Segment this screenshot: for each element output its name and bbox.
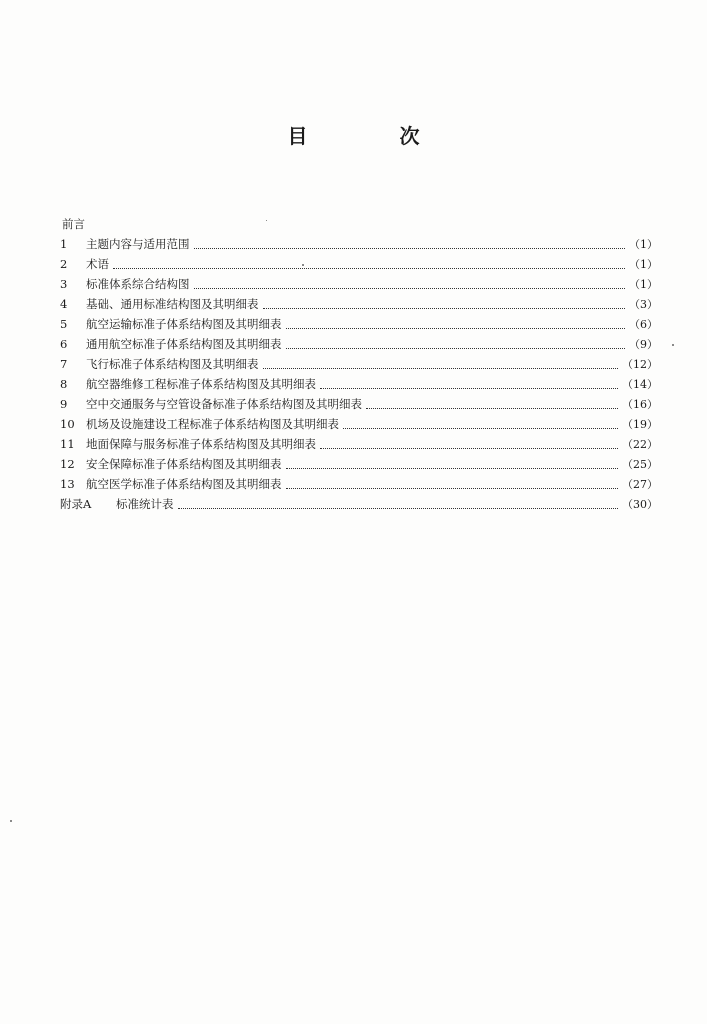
toc-entry-number: 5 — [60, 317, 68, 331]
toc-entry-number: 12 — [60, 457, 75, 471]
toc-entry-label: 飞行标准子体系结构图及其明细表 — [86, 357, 259, 371]
dot-leader — [320, 437, 618, 449]
dot-leader — [263, 357, 619, 369]
dot-leader — [113, 257, 625, 269]
toc-entry — [60, 294, 658, 314]
toc-entry-label: 机场及设施建设工程标准子体系结构图及其明细表 — [86, 417, 339, 431]
toc-entry-page: （3） — [629, 298, 658, 311]
toc-entry-label: 基础、通用标准结构图及其明细表 — [86, 297, 259, 311]
toc-entry-page: （9） — [629, 338, 658, 351]
dot-leader — [343, 417, 618, 429]
toc-entry-page: （12） — [622, 358, 658, 371]
dot-leader — [178, 497, 619, 509]
toc-entry-label: 通用航空标准子体系结构图及其明细表 — [86, 337, 282, 351]
toc-entry — [60, 274, 658, 294]
toc-entry — [60, 454, 658, 474]
toc-entry-number: 6 — [60, 337, 68, 351]
toc-entry — [60, 374, 658, 394]
table-of-contents — [60, 234, 658, 514]
toc-entry-number: 2 — [60, 257, 68, 271]
toc-entry-page: （25） — [622, 458, 658, 471]
toc-entry-number: 7 — [60, 357, 68, 371]
toc-entry-label: 航空器维修工程标准子体系结构图及其明细表 — [86, 377, 316, 391]
dot-leader — [286, 457, 619, 469]
scan-speck — [266, 220, 267, 221]
toc-entry-page: （27） — [622, 478, 658, 491]
dot-leader — [194, 237, 626, 249]
toc-entry-label: 航空运输标准子体系结构图及其明细表 — [86, 317, 282, 331]
dot-leader — [263, 297, 626, 309]
toc-entry — [60, 414, 658, 434]
toc-entry-label: 安全保障标准子体系结构图及其明细表 — [86, 457, 282, 471]
toc-entry-page: （6） — [629, 318, 658, 331]
toc-entry-label: 标准统计表 — [116, 497, 174, 511]
toc-entry-page: （1） — [629, 278, 658, 291]
toc-entry-label: 术语 — [86, 257, 109, 271]
page-title: 目 次 — [287, 124, 456, 148]
toc-preface: 前言 — [62, 217, 85, 231]
toc-entry-page: （16） — [622, 398, 658, 411]
toc-entry — [60, 474, 658, 494]
toc-entry-number: 13 — [60, 477, 75, 491]
toc-entry-page: （19） — [622, 418, 658, 431]
toc-entry — [60, 494, 658, 514]
toc-entry-number: 3 — [60, 277, 68, 291]
toc-entry-number: 11 — [60, 437, 75, 451]
toc-entry-number: 1 — [60, 237, 68, 251]
scan-speck — [10, 820, 12, 822]
toc-entry — [60, 334, 658, 354]
toc-entry — [60, 434, 658, 454]
dot-leader — [366, 397, 618, 409]
toc-entry-page: （1） — [629, 238, 658, 251]
toc-entry-label: 空中交通服务与空管设备标准子体系结构图及其明细表 — [86, 397, 362, 411]
toc-entry-number: 4 — [60, 297, 68, 311]
dot-leader — [286, 477, 619, 489]
toc-entry-label: 主题内容与适用范围 — [86, 237, 190, 251]
toc-entry-label: 标准体系综合结构图 — [86, 277, 190, 291]
toc-entry-page: （14） — [622, 378, 658, 391]
toc-entry — [60, 354, 658, 374]
scan-speck — [302, 264, 304, 266]
dot-leader — [194, 277, 626, 289]
scan-speck — [672, 344, 674, 346]
toc-entry — [60, 394, 658, 414]
toc-entry-number: 附录A — [60, 497, 92, 511]
toc-entry-number: 9 — [60, 397, 68, 411]
dot-leader — [320, 377, 618, 389]
dot-leader — [286, 317, 626, 329]
toc-entry-page: （1） — [629, 258, 658, 271]
toc-entry — [60, 314, 658, 334]
toc-entry-label: 航空医学标准子体系结构图及其明细表 — [86, 477, 282, 491]
toc-entry-number: 8 — [60, 377, 68, 391]
dot-leader — [286, 337, 626, 349]
toc-entry — [60, 254, 658, 274]
toc-entry-page: （22） — [622, 438, 658, 451]
toc-entry-number: 10 — [60, 417, 75, 431]
toc-entry-label: 地面保障与服务标准子体系结构图及其明细表 — [86, 437, 316, 451]
toc-entry — [60, 234, 658, 254]
toc-entry-page: （30） — [622, 498, 658, 511]
